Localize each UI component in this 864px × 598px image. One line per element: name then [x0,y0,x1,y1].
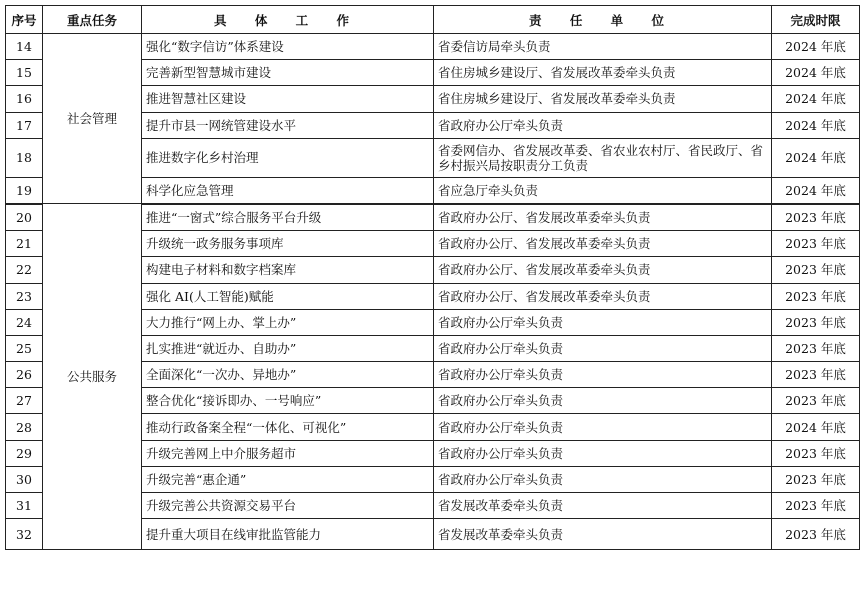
row-index: 21 [6,231,43,257]
responsible-unit: 省政府办公厅牵头负责 [434,414,772,440]
row-index: 26 [6,362,43,388]
work-item: 推进“一窗式”综合服务平台升级 [142,204,434,231]
row-index: 31 [6,493,43,519]
work-item: 升级完善“惠企通” [142,466,434,492]
work-item: 升级统一政务服务事项库 [142,231,434,257]
work-item: 完善新型智慧城市建设 [142,60,434,86]
responsible-unit: 省政府办公厅、省发展改革委牵头负责 [434,257,772,283]
deadline: 2023 年底 [772,466,860,492]
work-item: 大力推行“网上办、掌上办” [142,309,434,335]
work-item: 推进数字化乡村治理 [142,138,434,177]
row-index: 17 [6,112,43,138]
work-item: 提升重大项目在线审批监管能力 [142,519,434,550]
work-item: 科学化应急管理 [142,177,434,204]
responsible-unit: 省政府办公厅牵头负责 [434,112,772,138]
header-deadline: 完成时限 [772,6,860,34]
responsible-unit: 省发展改革委牵头负责 [434,493,772,519]
responsible-unit: 省政府办公厅、省发展改革委牵头负责 [434,283,772,309]
deadline: 2024 年底 [772,60,860,86]
deadline: 2023 年底 [772,493,860,519]
row-index: 28 [6,414,43,440]
deadline: 2024 年底 [772,112,860,138]
deadline: 2024 年底 [772,138,860,177]
deadline: 2023 年底 [772,309,860,335]
row-index: 22 [6,257,43,283]
row-index: 15 [6,60,43,86]
table-body [6,34,860,550]
task-category: 社会管理 [43,34,142,204]
work-item: 推动行政备案全程“一体化、可视化” [142,414,434,440]
deadline: 2023 年底 [772,257,860,283]
deadline: 2023 年底 [772,231,860,257]
responsible-unit: 省政府办公厅牵头负责 [434,466,772,492]
header-row [6,6,860,34]
deadline: 2024 年底 [772,86,860,112]
work-item: 升级完善公共资源交易平台 [142,493,434,519]
responsible-unit: 省政府办公厅、省发展改革委牵头负责 [434,204,772,231]
row-index: 29 [6,440,43,466]
deadline: 2024 年底 [772,414,860,440]
responsible-unit: 省政府办公厅牵头负责 [434,440,772,466]
responsible-unit: 省住房城乡建设厅、省发展改革委牵头负责 [434,86,772,112]
work-item: 强化 AI(人工智能)赋能 [142,283,434,309]
responsible-unit: 省政府办公厅牵头负责 [434,362,772,388]
deadline: 2024 年底 [772,177,860,204]
row-index: 14 [6,34,43,60]
header-index: 序号 [6,6,43,34]
row-index: 16 [6,86,43,112]
deadline: 2023 年底 [772,362,860,388]
task-table [5,5,860,550]
responsible-unit: 省政府办公厅牵头负责 [434,388,772,414]
responsible-unit: 省政府办公厅牵头负责 [434,309,772,335]
work-item: 全面深化“一次办、异地办” [142,362,434,388]
work-item: 升级完善网上中介服务超市 [142,440,434,466]
row-index: 18 [6,138,43,177]
responsible-unit: 省住房城乡建设厅、省发展改革委牵头负责 [434,60,772,86]
work-item: 整合优化“接诉即办、一号响应” [142,388,434,414]
responsible-unit: 省发展改革委牵头负责 [434,519,772,550]
table-row [6,204,860,231]
row-index: 24 [6,309,43,335]
task-category: 公共服务 [43,204,142,550]
row-index: 19 [6,177,43,204]
row-index: 27 [6,388,43,414]
deadline: 2023 年底 [772,519,860,550]
deadline: 2023 年底 [772,388,860,414]
header-unit: 责 任 单 位 [434,6,772,34]
row-index: 23 [6,283,43,309]
work-item: 构建电子材料和数字档案库 [142,257,434,283]
responsible-unit: 省政府办公厅牵头负责 [434,335,772,361]
table-row [6,34,860,60]
work-item: 强化“数字信访”体系建设 [142,34,434,60]
deadline: 2023 年底 [772,204,860,231]
deadline: 2023 年底 [772,283,860,309]
header-task: 重点任务 [43,6,142,34]
work-item: 推进智慧社区建设 [142,86,434,112]
responsible-unit: 省应急厅牵头负责 [434,177,772,204]
header-work: 具 体 工 作 [142,6,434,34]
responsible-unit: 省政府办公厅、省发展改革委牵头负责 [434,231,772,257]
row-index: 30 [6,466,43,492]
row-index: 25 [6,335,43,361]
responsible-unit: 省委网信办、省发展改革委、省农业农村厅、省民政厅、省乡村振兴局按职责分工负责 [434,138,772,177]
responsible-unit: 省委信访局牵头负责 [434,34,772,60]
work-item: 提升市县一网统管建设水平 [142,112,434,138]
work-item: 扎实推进“就近办、自助办” [142,335,434,361]
row-index: 20 [6,204,43,231]
row-index: 32 [6,519,43,550]
deadline: 2023 年底 [772,440,860,466]
deadline: 2023 年底 [772,335,860,361]
deadline: 2024 年底 [772,34,860,60]
